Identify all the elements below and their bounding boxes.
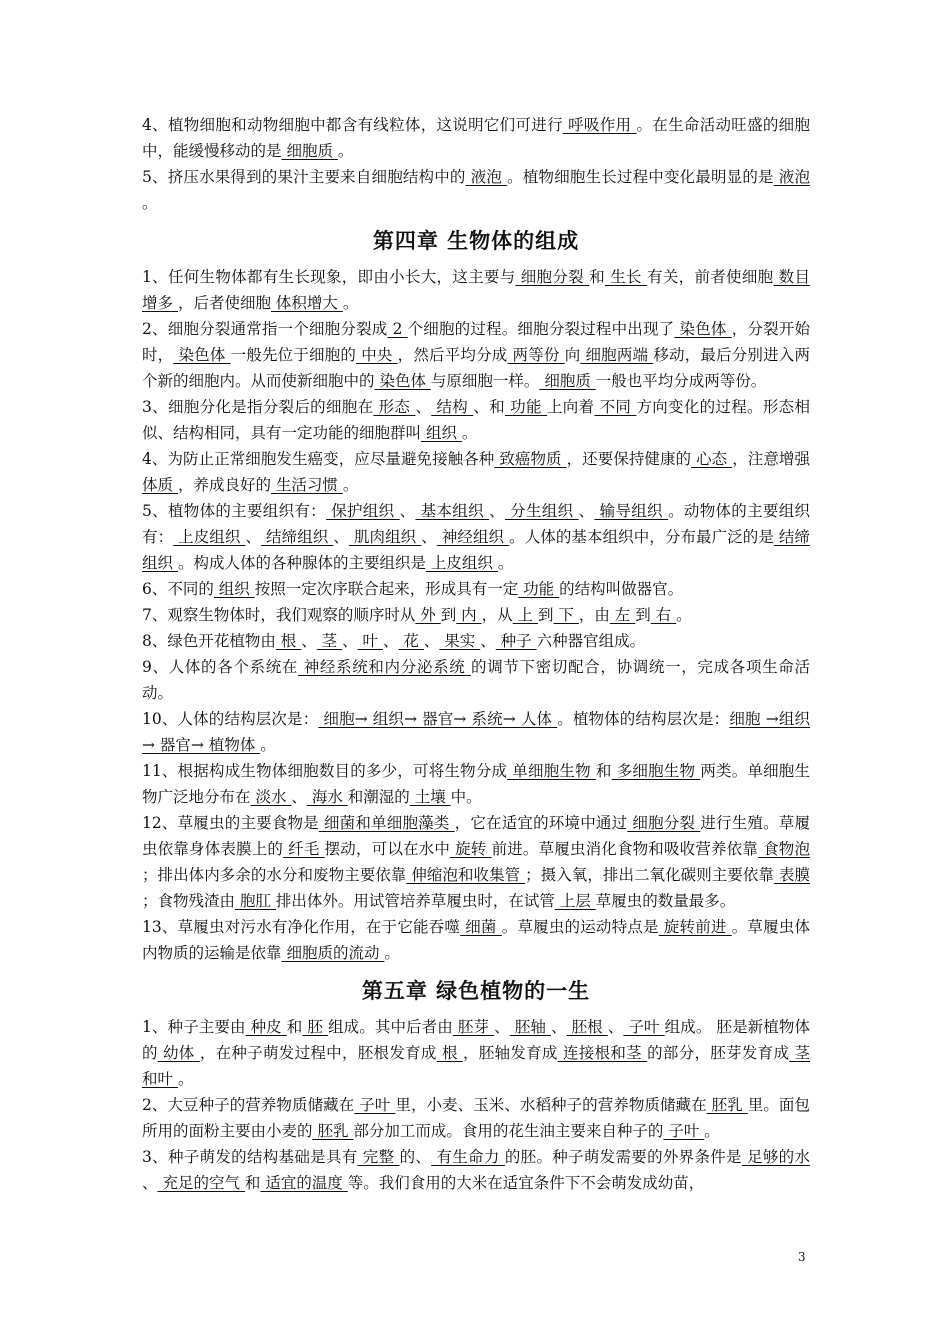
answer-text: 两等份 [507, 346, 565, 364]
answer-text: 细胞两端 [580, 346, 654, 364]
page-number: 3 [798, 1250, 806, 1264]
text-segment: ，胚轴发育成 [462, 1044, 558, 1062]
answer-text: 右 [650, 606, 677, 624]
answer-text: 伸缩泡和收集管 [406, 866, 526, 884]
text-segment: 。 [177, 1070, 194, 1088]
text-segment: 3、种子萌发的结构基础是具有 [142, 1148, 358, 1166]
text-segment: 、 [578, 502, 595, 520]
answer-text: 结缔组织 [142, 528, 810, 572]
answer-text: 细胞质 [281, 142, 338, 160]
text-segment: 一般也平均分成两等份。 [595, 372, 767, 390]
answer-text: 体积增大 [270, 294, 343, 312]
text-segment: 的、 [399, 1148, 432, 1166]
text-segment: ，后者使细胞 [177, 294, 271, 312]
answer-text: 数目增多 [142, 268, 810, 312]
list-item [142, 628, 810, 654]
answer-text: 旋转前进 [658, 918, 732, 936]
answer-text: 胚芽 [452, 1018, 495, 1036]
text-segment: 组成。其中后者由 [328, 1018, 453, 1036]
text-segment: 。 [337, 142, 354, 160]
text-segment: 、 [415, 398, 432, 416]
answer-text: 不同 [594, 398, 637, 416]
answer-text: 胚轴 [509, 1018, 551, 1036]
text-segment: 部分加工而成。食用的花生油主要来自种子的 [353, 1122, 664, 1140]
text-segment: ，在种子萌发过程中，胚根发育成 [199, 1044, 437, 1062]
text-segment: 。构成人体的各种腺体的主要组织是 [177, 554, 426, 572]
answer-text: 单细胞生物 [507, 762, 596, 780]
text-segment: 1、种子主要由 [142, 1018, 246, 1036]
answer-text: 细胞→ 组织→ 器官→ 系统→ 人体 [318, 710, 558, 728]
text-segment: 、 [291, 788, 307, 806]
answer-text: 细胞分裂 [515, 268, 590, 286]
intro-section [142, 112, 810, 216]
chapter5-items [142, 1014, 810, 1196]
answer-text: 外 [415, 606, 441, 624]
answer-text: 上皮组织 [425, 554, 498, 572]
text-segment: 、和 [473, 398, 505, 416]
paragraph [142, 112, 810, 164]
list-item [142, 498, 810, 576]
answer-text: 海水 [306, 788, 348, 806]
answer-text: 形态 [373, 398, 416, 416]
text-segment: 、 [245, 528, 262, 546]
text-segment: 中。 [450, 788, 482, 806]
answer-text: 根 [275, 632, 302, 650]
text-segment: 里，小麦、玉米、水稻种子的营养物质储藏在 [395, 1096, 707, 1114]
answer-text: 土壤 [409, 788, 451, 806]
answer-text: 幼体 [157, 1044, 200, 1062]
text-segment: 。 [461, 424, 478, 442]
text-segment: 、 [550, 1018, 567, 1036]
answer-text: 胚乳 [706, 1096, 748, 1114]
text-segment: ，注意增强 [732, 450, 810, 468]
answer-text: 下 [553, 606, 579, 624]
answer-text: 胚 [302, 1018, 329, 1036]
answer-text: 上皮组织 [173, 528, 246, 546]
answer-text: 多细胞生物 [611, 762, 701, 780]
text-segment: 、 [423, 632, 440, 650]
answer-text: 胚根 [566, 1018, 608, 1036]
text-segment: 、 [142, 1174, 158, 1192]
text-segment: 、 [494, 1018, 510, 1036]
list-item [142, 576, 810, 602]
text-segment: 有关，前者使细胞 [647, 268, 774, 286]
answer-text: 有生命力 [431, 1148, 505, 1166]
answer-text: 细菌和单细胞藻类 [318, 814, 455, 832]
text-segment: 7、观察生物体时，我们观察的顺序时从 [142, 606, 416, 624]
text-segment: 移动，最后分别进入两个新的细胞内。从而使新细胞中的 [142, 346, 810, 390]
list-item [142, 1144, 810, 1196]
text-segment: 进行生殖。草履虫依靠身体表膜上的 [142, 814, 810, 858]
answer-text: 结构 [431, 398, 474, 416]
text-segment: ，由 [578, 606, 610, 624]
text-segment: 6、不同的 [142, 580, 214, 598]
text-segment: 按照一定次序联合起来，形成具有一定 [254, 580, 519, 598]
text-segment: ，它在适宜的环境中通过 [454, 814, 628, 832]
text-segment: 到 [635, 606, 651, 624]
text-segment: 向 [564, 346, 581, 364]
text-segment: 、 [382, 632, 399, 650]
answer-text: 细菌 [460, 918, 502, 936]
text-segment: 。 [342, 476, 359, 494]
answer-text: 染色体 [374, 372, 431, 390]
text-segment: 5、植物体的主要组织有： [142, 502, 326, 520]
answer-text: 致癌物质 [494, 450, 567, 468]
text-segment: 5、挤压水果得到的果汁主要来自细胞结构中的 [142, 168, 466, 186]
text-segment: 方向变化的过程。形态相似、结构相同，具有一定功能的细胞群叫 [142, 398, 810, 442]
answer-text: 子叶 [663, 1122, 705, 1140]
list-item [142, 316, 810, 394]
list-item [142, 654, 810, 706]
text-segment: 。动物体的主要组织有： [142, 502, 810, 546]
answer-text: 上 [512, 606, 538, 624]
answer-text: 分生组织 [504, 502, 579, 520]
text-segment: 4、植物细胞和动物细胞中都含有线粒体，这说明它们可进行 [142, 116, 563, 134]
answer-text: 2 [387, 320, 408, 338]
text-segment: 、 [399, 502, 416, 520]
text-segment: 的胚。种子萌发需要的外界条件是 [504, 1148, 742, 1166]
text-segment: 六种器官组成。 [536, 632, 646, 650]
text-segment: ，从 [481, 606, 513, 624]
answer-text: 茎 [316, 632, 343, 650]
text-segment: 。 [704, 1122, 720, 1140]
text-segment: 9、人体的各个系统在 [142, 658, 299, 676]
text-segment: 。 [384, 944, 400, 962]
answer-text: 表膜 [773, 866, 810, 884]
text-segment: 和 [244, 1174, 261, 1192]
answer-text: 足够的水 [741, 1148, 810, 1166]
document-page [142, 112, 810, 1196]
chapter-title: 第四章 生物体的组成 [372, 228, 580, 253]
text-segment: 、 [333, 528, 349, 546]
text-segment: 前进。草履虫消化食物和吸收营养依靠 [491, 840, 759, 858]
answer-text: 胚乳 [312, 1122, 354, 1140]
answer-text: 组织 [421, 424, 462, 442]
text-segment: 的部分，胚芽发育成 [647, 1044, 790, 1062]
text-segment: 和 [589, 268, 605, 286]
text-segment: ，然后平均分成 [397, 346, 508, 364]
text-segment: 1、任何生物体都有生长现象，即由小长大，这主要与 [142, 268, 516, 286]
answer-text: 种子 [495, 632, 537, 650]
text-segment: 到 [440, 606, 457, 624]
list-item [142, 914, 810, 966]
answer-text: 子叶 [354, 1096, 396, 1114]
list-item [142, 602, 810, 628]
answer-text: 花 [398, 632, 424, 650]
text-segment: ，养成良好的 [177, 476, 271, 494]
text-segment: 。 [676, 606, 692, 624]
text-segment: 的结构叫做器官。 [559, 580, 684, 598]
list-item [142, 394, 810, 446]
answer-text: 上层 [554, 892, 596, 910]
text-segment: 、 [342, 632, 358, 650]
answer-text: 染色体 [674, 320, 732, 338]
text-segment: ；食物残渣由 [142, 892, 236, 910]
answer-text: 体质 [142, 476, 178, 494]
text-segment: 、 [607, 1018, 624, 1036]
text-segment: 。草履虫的运动特点是 [501, 918, 659, 936]
answer-text: 子叶 [623, 1018, 665, 1036]
answer-text: 细胞 →组织→ 器官→ 植物体 [142, 710, 810, 754]
text-segment: 。 [342, 294, 359, 312]
text-segment: 13、草履虫对污水有净化作用，在于它能吞噬 [142, 918, 461, 936]
text-segment: 组成。 胚是新植物体的 [142, 1018, 810, 1062]
text-segment: 2、大豆种子的营养物质储藏在 [142, 1096, 355, 1114]
answer-text: 神经组织 [436, 528, 510, 546]
answer-text: 细胞分裂 [627, 814, 701, 832]
text-segment: 、 [421, 528, 437, 546]
text-segment: 上向着 [546, 398, 595, 416]
answer-text: 生活习惯 [270, 476, 343, 494]
answer-text: 功能 [518, 580, 560, 598]
answer-text: 纤毛 [283, 840, 325, 858]
text-segment: 3、细胞分化是指分裂后的细胞在 [142, 398, 374, 416]
text-segment: 和 [286, 1018, 303, 1036]
answer-text: 细胞质的流动 [281, 944, 385, 962]
list-item [142, 1092, 810, 1144]
text-segment: 摆动，可以在水中 [324, 840, 451, 858]
text-segment: 一般先位于细胞的 [230, 346, 357, 364]
chapter-title: 第五章 绿色植物的一生 [361, 978, 591, 1003]
answer-text: 功能 [504, 398, 547, 416]
text-segment: 、 [489, 502, 505, 520]
text-segment: ；排出体内多余的水分和废物主要依靠 [142, 866, 407, 884]
answer-text: 根 [436, 1044, 463, 1062]
list-item [142, 1014, 810, 1092]
text-segment: 。植物细胞生长过程中变化最明显的是 [507, 168, 774, 186]
text-segment: 和潮湿的 [347, 788, 410, 806]
text-segment: ，分裂开始时， [142, 320, 810, 364]
answer-text: 输导组织 [594, 502, 669, 520]
answer-text: 果实 [439, 632, 481, 650]
answer-text: 连接根和茎 [557, 1044, 648, 1062]
answer-text: 肌肉组织 [348, 528, 422, 546]
answer-text: 内 [456, 606, 482, 624]
answer-text: 呼吸作用 [562, 116, 637, 134]
list-item [142, 446, 810, 498]
text-segment: 与原细胞一样。 [430, 372, 540, 390]
text-segment: 个细胞的过程。细胞分裂过程中出现了 [407, 320, 675, 338]
answer-text: 中央 [356, 346, 398, 364]
answer-text: 组织 [213, 580, 255, 598]
answer-text: 保护组织 [325, 502, 400, 520]
answer-text: 叶 [357, 632, 383, 650]
text-segment: ；摄入氧，排出二氧化碳则主要依靠 [525, 866, 774, 884]
text-segment: 。 [260, 736, 276, 754]
answer-text: 神经系统和内分泌系统 [298, 658, 472, 676]
chapter4-items [142, 264, 810, 966]
text-segment: 到 [537, 606, 554, 624]
text-segment: 、 [301, 632, 317, 650]
text-segment: 。在生命活动旺盛的细胞中，能缓慢移动的是 [142, 116, 810, 160]
answer-text: 结缔组织 [261, 528, 334, 546]
answer-text: 淡水 [250, 788, 292, 806]
list-item [142, 758, 810, 810]
text-segment: 和 [595, 762, 612, 780]
text-segment: 4、为防止正常细胞发生癌变，应尽量避免接触各种 [142, 450, 495, 468]
answer-text: 细胞质 [539, 372, 596, 390]
answer-text: 充足的空气 [157, 1174, 245, 1192]
text-segment: 两类。单细胞生物广泛地分布在 [142, 762, 810, 806]
answer-text: 种皮 [245, 1018, 287, 1036]
text-segment: 里。面包所用的面粉主要由小麦的 [142, 1096, 810, 1140]
list-item [142, 706, 810, 758]
answer-text: 左 [609, 606, 636, 624]
text-segment: 8、绿色开花植物由 [142, 632, 276, 650]
answer-text: 茎和叶 [142, 1044, 810, 1088]
answer-text: 旋转 [450, 840, 492, 858]
text-segment: 。人体的基本组织中，分布最广泛的是 [509, 528, 774, 546]
text-segment: 。 [497, 554, 514, 572]
text-segment: 、 [480, 632, 496, 650]
text-segment: 的调节下密切配合，协调统一，完成各项生命活动。 [142, 658, 810, 702]
text-segment: 。 [142, 194, 158, 212]
text-segment: 11、根据构成生物体细胞数目的多少，可将生物分成 [142, 762, 508, 780]
answer-text: 完整 [357, 1148, 400, 1166]
answer-text: 食物泡 [758, 840, 810, 858]
text-segment: 12、草履虫的主要食物是 [142, 814, 319, 832]
answer-text: 染色体 [173, 346, 231, 364]
answer-text: 基本组织 [415, 502, 490, 520]
paragraph [142, 164, 810, 216]
list-item [142, 264, 810, 316]
answer-text: 心态 [691, 450, 733, 468]
list-item [142, 810, 810, 914]
answer-text: 液泡 [465, 168, 508, 186]
text-segment: 2、细胞分裂通常指一个细胞分裂成 [142, 320, 388, 338]
answer-text: 适宜的温度 [260, 1174, 348, 1192]
text-segment: 草履虫的数量最多。 [595, 892, 736, 910]
answer-text: 生长 [605, 268, 648, 286]
text-segment: 等。我们食用的大米在适宜条件下不会萌发成幼苗， [347, 1174, 705, 1192]
text-segment: 。草履虫体内物质的运输是依靠 [142, 918, 810, 962]
text-segment: ，还要保持健康的 [566, 450, 692, 468]
text-segment: 排出体外。用试管培养草履虫时，在试管 [275, 892, 555, 910]
text-segment: 10、人体的结构层次是： [142, 710, 319, 728]
answer-text: 液泡 [773, 168, 810, 186]
text-segment: 。植物体的结构层次是： [557, 710, 730, 728]
answer-text: 胞肛 [235, 892, 276, 910]
